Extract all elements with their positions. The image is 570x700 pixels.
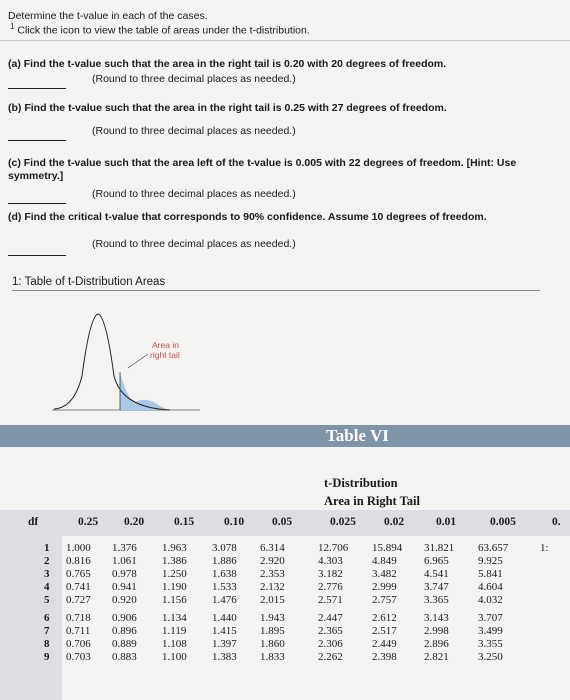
table-cell: 1.156 [162, 594, 187, 606]
column-header: 0.005 [490, 516, 516, 528]
instructions-title: Determine the t-value in each of the cases. [8, 10, 208, 22]
table-cell: 2.015 [260, 594, 285, 606]
question-b: (b) Find the t-value such that the area in the right tail is 0.25 with 27 degrees of freedom. [8, 102, 447, 114]
df-cell: 9 [44, 651, 50, 663]
table-cell: 3.365 [424, 594, 449, 606]
table-cell: 3.707 [478, 612, 503, 624]
table-cell: 1.100 [162, 651, 187, 663]
column-header: 0.10 [224, 516, 245, 528]
table-cell: 1.134 [162, 612, 187, 624]
table-cell: 1.895 [260, 625, 285, 637]
df-cell: 3 [44, 568, 50, 580]
table-cell: 6.965 [424, 555, 449, 567]
table-banner [0, 425, 570, 447]
table-cell: 1.943 [260, 612, 285, 624]
answer-a-input[interactable] [8, 88, 66, 89]
question-a: (a) Find the t-value such that the area in the right tail is 0.20 with 20 degrees of freedom. [8, 58, 447, 70]
table-panel-title: 1: Table of t-Distribution Areas [12, 276, 166, 288]
table-cell: 2.353 [260, 568, 285, 580]
table-cell: 0.741 [66, 581, 91, 593]
table-cell: 1.397 [212, 638, 237, 650]
table-cell: 0.941 [112, 581, 137, 593]
table-cell: 2.132 [260, 581, 285, 593]
table-cell: 0.703 [66, 651, 91, 663]
table-cell: 3.078 [212, 542, 237, 554]
table-cell: 3.250 [478, 651, 503, 663]
column-header: 0.25 [78, 516, 99, 528]
question-d: (d) Find the critical t-value that corresponds to 90% confidence. Assume 10 degrees of freedom. [8, 211, 487, 223]
table-cell: 0.883 [112, 651, 137, 663]
table-cell: 2.365 [318, 625, 343, 637]
df-cell: 5 [44, 594, 50, 606]
table-cell: 0.920 [112, 594, 137, 606]
icon-note [10, 22, 310, 37]
table-cell: 4.849 [372, 555, 397, 567]
df-cell: 7 [44, 625, 50, 637]
table-cell: 1.190 [162, 581, 187, 593]
table-cell: 2.262 [318, 651, 343, 663]
table-cell: 4.541 [424, 568, 449, 580]
column-header: 0.01 [436, 516, 457, 528]
table-cell: 6.314 [260, 542, 285, 554]
df-cell: 6 [44, 612, 50, 624]
table-cell: 4.032 [478, 594, 503, 606]
table-cell: 1.833 [260, 651, 285, 663]
table-cell: 0.706 [66, 638, 91, 650]
table-cell: 1.383 [212, 651, 237, 663]
curve-line [54, 314, 170, 410]
question-c-line2: symmetry.] [8, 170, 64, 182]
table-cell: 3.747 [424, 581, 449, 593]
table-cell: 31.821 [424, 542, 455, 554]
table-cell: 0.816 [66, 555, 91, 567]
column-header: 0.025 [330, 516, 356, 528]
column-header: 0. [552, 516, 561, 528]
table-cell: 1.415 [212, 625, 237, 637]
table-cell: 1.886 [212, 555, 237, 567]
table-cell: 2.398 [372, 651, 397, 663]
table-cell: 0.718 [66, 612, 91, 624]
table-cell: 4.303 [318, 555, 343, 567]
table-cell: 0.711 [66, 625, 91, 637]
table-cell: 2.821 [424, 651, 449, 663]
table-cell: 2.612 [372, 612, 397, 624]
curve-label-1: Area in [152, 340, 179, 350]
table-cell: 0.978 [112, 568, 137, 580]
table-cell: 2.896 [424, 638, 449, 650]
hint-d: (Round to three decimal places as needed.) [92, 238, 296, 250]
table-cell: 2.757 [372, 594, 397, 606]
hint-a: (Round to three decimal places as needed.) [92, 73, 296, 85]
answer-d-input[interactable] [8, 255, 66, 256]
table-cell: 1.376 [112, 542, 137, 554]
table-cell: 1.476 [212, 594, 237, 606]
curve-label-2: right tail [150, 350, 180, 360]
table-cell: 3.355 [478, 638, 503, 650]
table-cell: 2.999 [372, 581, 397, 593]
table-cell: 3.143 [424, 612, 449, 624]
table-cell: 63.657 [478, 542, 509, 554]
table-cell: 1.860 [260, 638, 285, 650]
table-cell: 1.386 [162, 555, 187, 567]
table-cell: 1.963 [162, 542, 187, 554]
table-cell: 0.765 [66, 568, 91, 580]
table-cell: 1: [540, 542, 549, 554]
table-cell: 3.499 [478, 625, 503, 637]
df-cell: 2 [44, 555, 50, 567]
table-cell: 0.727 [66, 594, 91, 606]
df-cell: 4 [44, 581, 50, 593]
table-cell: 0.906 [112, 612, 137, 624]
table-cell: 2.449 [372, 638, 397, 650]
hint-b: (Round to three decimal places as needed.) [92, 125, 296, 137]
column-header: 0.20 [124, 516, 145, 528]
table-subtitle-2: Area in Right Tail [324, 494, 420, 508]
table-cell: 9.925 [478, 555, 503, 567]
question-c: (c) Find the t-value such that the area left of the t-value is 0.005 with 22 degrees of freedom. [Hint: Use [8, 157, 517, 169]
table-cell: 2.517 [372, 625, 397, 637]
df-column-band [0, 536, 62, 700]
table-cell: 2.920 [260, 555, 285, 567]
column-header: df [28, 516, 39, 528]
table-cell: 1.119 [162, 625, 187, 637]
table-cell: 2.776 [318, 581, 343, 593]
table-cell: 2.447 [318, 612, 343, 624]
table-cell: 2.306 [318, 638, 343, 650]
table-cell: 1.061 [112, 555, 137, 567]
table-cell: 3.182 [318, 568, 343, 580]
table-cell: 5.841 [478, 568, 503, 580]
column-header: 0.05 [272, 516, 293, 528]
table-panel-rule [12, 290, 540, 291]
divider [0, 40, 570, 41]
table-cell: 12.706 [318, 542, 349, 554]
table-cell: 0.896 [112, 625, 137, 637]
label-pointer [128, 354, 148, 368]
column-header: 0.15 [174, 516, 195, 528]
table-cell: 1.533 [212, 581, 237, 593]
table-cell: 1.440 [212, 612, 237, 624]
icon-note-text: Click the icon to view the table of areas under the t-distribution. [17, 24, 310, 37]
table-cell: 1.000 [66, 542, 91, 554]
df-cell: 8 [44, 638, 50, 650]
column-header: 0.02 [384, 516, 405, 528]
table-banner-title: Table VI [326, 426, 389, 445]
table-cell: 15.894 [372, 542, 403, 554]
answer-b-input[interactable] [8, 140, 66, 141]
table-subtitle-1: t-Distribution [324, 476, 398, 490]
table-cell: 0.889 [112, 638, 137, 650]
hint-c: (Round to three decimal places as needed.) [92, 188, 296, 200]
df-cell: 1 [44, 542, 50, 554]
table-link-icon[interactable]: 1 [10, 22, 15, 31]
table-cell: 1.638 [212, 568, 237, 580]
table-cell: 1.250 [162, 568, 187, 580]
table-cell: 4.604 [478, 581, 503, 593]
answer-c-input[interactable] [8, 203, 66, 204]
table-cell: 2.571 [318, 594, 343, 606]
table-cell: 1.108 [162, 638, 187, 650]
table-cell: 3.482 [372, 568, 397, 580]
t-distribution-curve [50, 296, 210, 421]
table-cell: 2.998 [424, 625, 449, 637]
